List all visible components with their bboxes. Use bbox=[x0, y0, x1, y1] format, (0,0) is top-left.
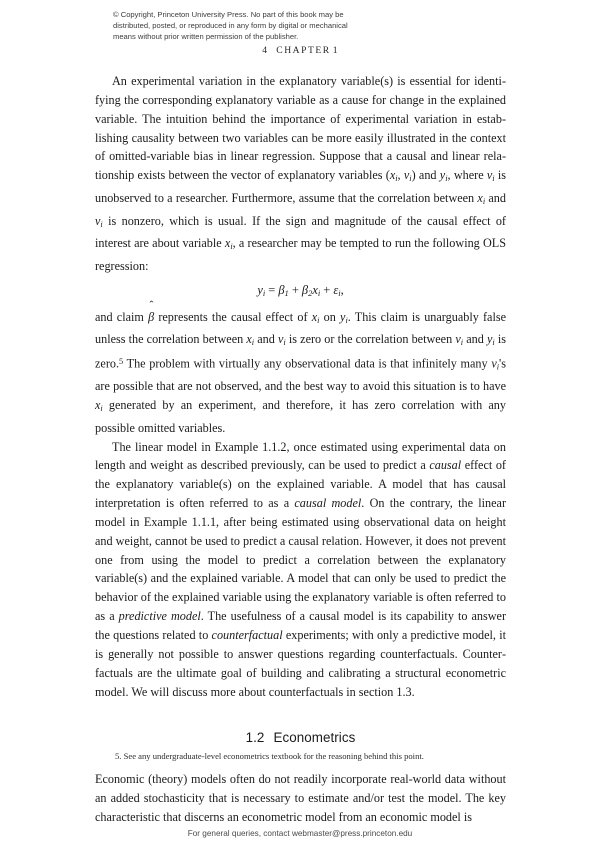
text-column bbox=[95, 72, 506, 827]
copyright-line-2: distributed, posted, or reproduced in any form by digital or mechanical bbox=[113, 21, 348, 31]
copyright-line-1: © Copyright, Princeton University Press. No part of this book may be bbox=[113, 10, 344, 19]
paragraph-1: An experimental variation in the explanatory variable(s) is essential for identifying the corresponding explanatory variable as a cause for change in the explained variable. The intuition behind the importance of experimental variation in establishing causality between two variables can be more easily illustrated in the context of omitted-variable bias in linear regression. Suppose that a causal and linear relationship exists between the vector of explanatory variables ($x_i$, $v_i$) and $y_i$, where $v_i$ is unobserved to a researcher. Furthermore, assume that the correlation between $x_i$ and $v_i$ is nonzero, which is usual. If the sign and magnitude of the causal effect of interest are about variable $x_i$, a researcher may be tempted to run the following OLS regression: bbox=[95, 74, 507, 273]
footnote-number: 5. bbox=[115, 751, 122, 761]
section-title: Econometrics bbox=[273, 730, 356, 746]
paragraph-4: Economic (theory) models often do not readily incorporate real-world data without an added stochasticity that is necessary to estimate and/or test the model. The key characteristic that discerns an econometric model from an economic model is bbox=[95, 772, 506, 825]
copyright-line-3: means without prior written permission of the publisher. bbox=[113, 32, 299, 42]
section-number: 1.2 bbox=[245, 730, 265, 746]
heading-spacer-top bbox=[95, 701, 506, 730]
paragraph-2: and claim ˆ β represents the causal effect of $x_i$ on $y_i$. This claim is unarguably false unless the correlation between $x_i$ and $v_i$ is zero or the correlation between $v_i$ and $y_i$ is zero.$^5$ The problem with virtually any observational data is that infinitely many $v_i's$ are possible that are not observed, and the best way to avoid this situation is to have $x_i$ generated by an experiment, and therefore, it has zero correlation with any possible omitted variables. bbox=[95, 308, 506, 438]
page-footer: For general queries, contact webmaster@press.princeton.edu bbox=[187, 829, 413, 838]
running-head-chapter-label: CHAPTER bbox=[276, 45, 331, 56]
running-head bbox=[0, 45, 600, 56]
section-heading bbox=[95, 730, 506, 745]
copyright-notice bbox=[113, 9, 503, 42]
display-equation: $y_i = \beta_1 + \beta_2x_i + \varepsilon_i$, bbox=[257, 282, 344, 298]
footnote-marker-5: 5 bbox=[119, 356, 124, 366]
footnote-5 bbox=[115, 750, 490, 762]
running-head-chapter-number: 1 bbox=[332, 45, 338, 56]
page-folio-number: 4 bbox=[262, 45, 268, 56]
paragraph-3: The linear model in Example 1.1.2, once estimated using experimental data on length and weight as described previously, can be used to predict a causal effect of the explanatory variable(s) on the explained variable. A model that has causal interpretation is often referred to as a causal model. On the contrary, the linear model in Example 1.1.1, after being estimated using observational data on height and weight, cannot be used to predict a causal relation. However, it does not prevent one from using the model to predict a correlation between the explanatory variable(s) and the explained variable. A model that can only be used to predict the behavior of the explained variable using the explanatory variable is often referred to as a predictive model. The usefulness of a causal model is its capability to answer the questions related to counterfactual experiments; with only a predictive model, it is generally not possible to answer questions regarding counterfactuals. Counterfactuals are the ultimate goal of building and calibrating a structural econometric model. We will discuss more about counterfactuals in section 1.3. bbox=[95, 439, 507, 699]
footnote-text: See any undergraduate-level econometrics textbook for the reasoning behind this point. bbox=[123, 751, 424, 761]
